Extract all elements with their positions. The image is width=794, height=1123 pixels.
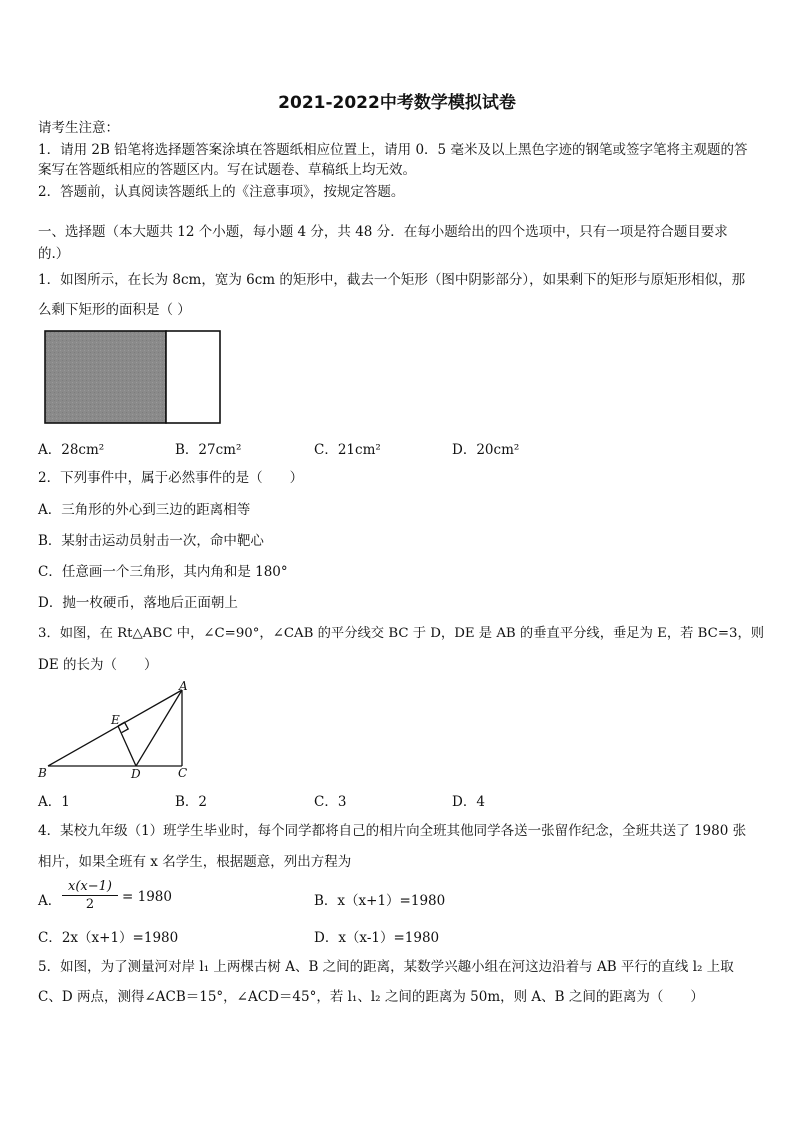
section-1-heading-line-2: 的.） (38, 246, 70, 262)
q2-option-d: D．抛一枚硬币，落地后正面朝上 (38, 595, 238, 611)
q3-label-b: B (38, 766, 47, 780)
q4-option-a-denominator: 2 (85, 897, 95, 912)
q3-label-d: D (131, 767, 141, 781)
notice-item-1-line-1: 1．请用 2B 铅笔将选择题答案涂填在答题纸相应位置上，请用 0．5 毫米及以上黑色字迹的钢笔或签字笔将主观题的答 (38, 142, 748, 158)
q1-stem-line-2: 么剩下矩形的面积是（ ） (38, 302, 191, 318)
notice-item-1-line-2: 案写在答题纸相应的答题区内。写在试题卷、草稿纸上均无效。 (38, 162, 416, 178)
q4-option-a-fraction (62, 879, 118, 912)
q4-option-a-numerator: x(x−1) (68, 879, 112, 894)
q3-option-d: D．4 (452, 794, 485, 810)
q1-stem-line-1: 1．如图所示，在长为 8cm，宽为 6cm 的矩形中，截去一个矩形（图中阴影部分），如果剩下的矩形与原矩形相似，那 (38, 272, 746, 288)
q1-option-c: C．21cm² (314, 442, 381, 458)
notice-heading: 请考生注意： (38, 120, 119, 136)
q3-label-a: A (179, 679, 188, 693)
q4-option-a-fraction-bar (62, 895, 118, 896)
q3-stem-line-2: DE 的长为（ ） (38, 657, 158, 673)
q4-stem-line-2: 相片，如果全班有 x 名学生，根据题意，列出方程为 (38, 854, 352, 870)
q3-label-e: E (111, 713, 120, 727)
q4-option-d: D．x（x-1）=1980 (314, 930, 440, 946)
q3-option-c: C．3 (314, 794, 347, 810)
q1-shaded-rectangle (45, 331, 166, 423)
q2-option-b: B．某射击运动员射击一次，命中靶心 (38, 533, 264, 549)
q1-remaining-rectangle (166, 331, 220, 423)
q4-option-a-prefix: A． (38, 893, 62, 909)
q5-stem-line-2: C、D 两点，测得∠ACB＝15°，∠ACD＝45°，若 l₁、l₂ 之间的距离为 50m，则 A、B 之间的距离为（ ） (38, 989, 704, 1005)
q3-option-b: B．2 (175, 794, 208, 810)
q5-stem-line-1: 5．如图，为了测量河对岸 l₁ 上两棵古树 A、B 之间的距离，某数学兴趣小组在河这边沿着与 AB 平行的直线 l₂ 上取 (38, 959, 734, 975)
q4-option-c: C．2x（x+1）=1980 (38, 930, 179, 946)
notice-item-2: 2．答题前，认真阅读答题纸上的《注意事项》，按规定答题。 (38, 184, 405, 200)
section-1-heading-line-1: 一、选择题（本大题共 12 个小题，每小题 4 分，共 48 分．在每小题给出的四个选项中，只有一项是符合题目要求 (38, 224, 728, 240)
q4-stem-line-1: 4．某校九年级（1）班学生毕业时，每个同学都将自己的相片向全班其他同学各送一张留作纪念，全班共送了 1980 张 (38, 823, 747, 839)
q2-stem: 2．下列事件中，属于必然事件的是（ ） (38, 470, 304, 486)
q2-option-a: A．三角形的外心到三边的距离相等 (38, 502, 251, 518)
q3-triangle-figure (34, 680, 204, 785)
q1-rectangle-figure (44, 330, 228, 425)
q2-option-c: C．任意画一个三角形，其内角和是 180° (38, 564, 288, 580)
q3-stem-line-1: 3．如图，在 Rt△ABC 中，∠C=90°，∠CAB 的平分线交 BC 于 D，DE 是 AB 的垂直平分线，垂足为 E，若 BC=3，则 (38, 626, 765, 641)
q3-label-c: C (178, 766, 188, 780)
q1-option-a: A．28cm² (38, 442, 105, 458)
q3-option-a: A．1 (38, 794, 70, 810)
q4-option-b: B．x（x+1）=1980 (314, 893, 446, 909)
q1-option-b: B．27cm² (175, 442, 242, 458)
q1-option-d: D．20cm² (452, 442, 520, 458)
page-title: 2021-2022中考数学模拟试卷 (278, 93, 516, 113)
q4-option-a-rhs: = 1980 (122, 889, 172, 905)
